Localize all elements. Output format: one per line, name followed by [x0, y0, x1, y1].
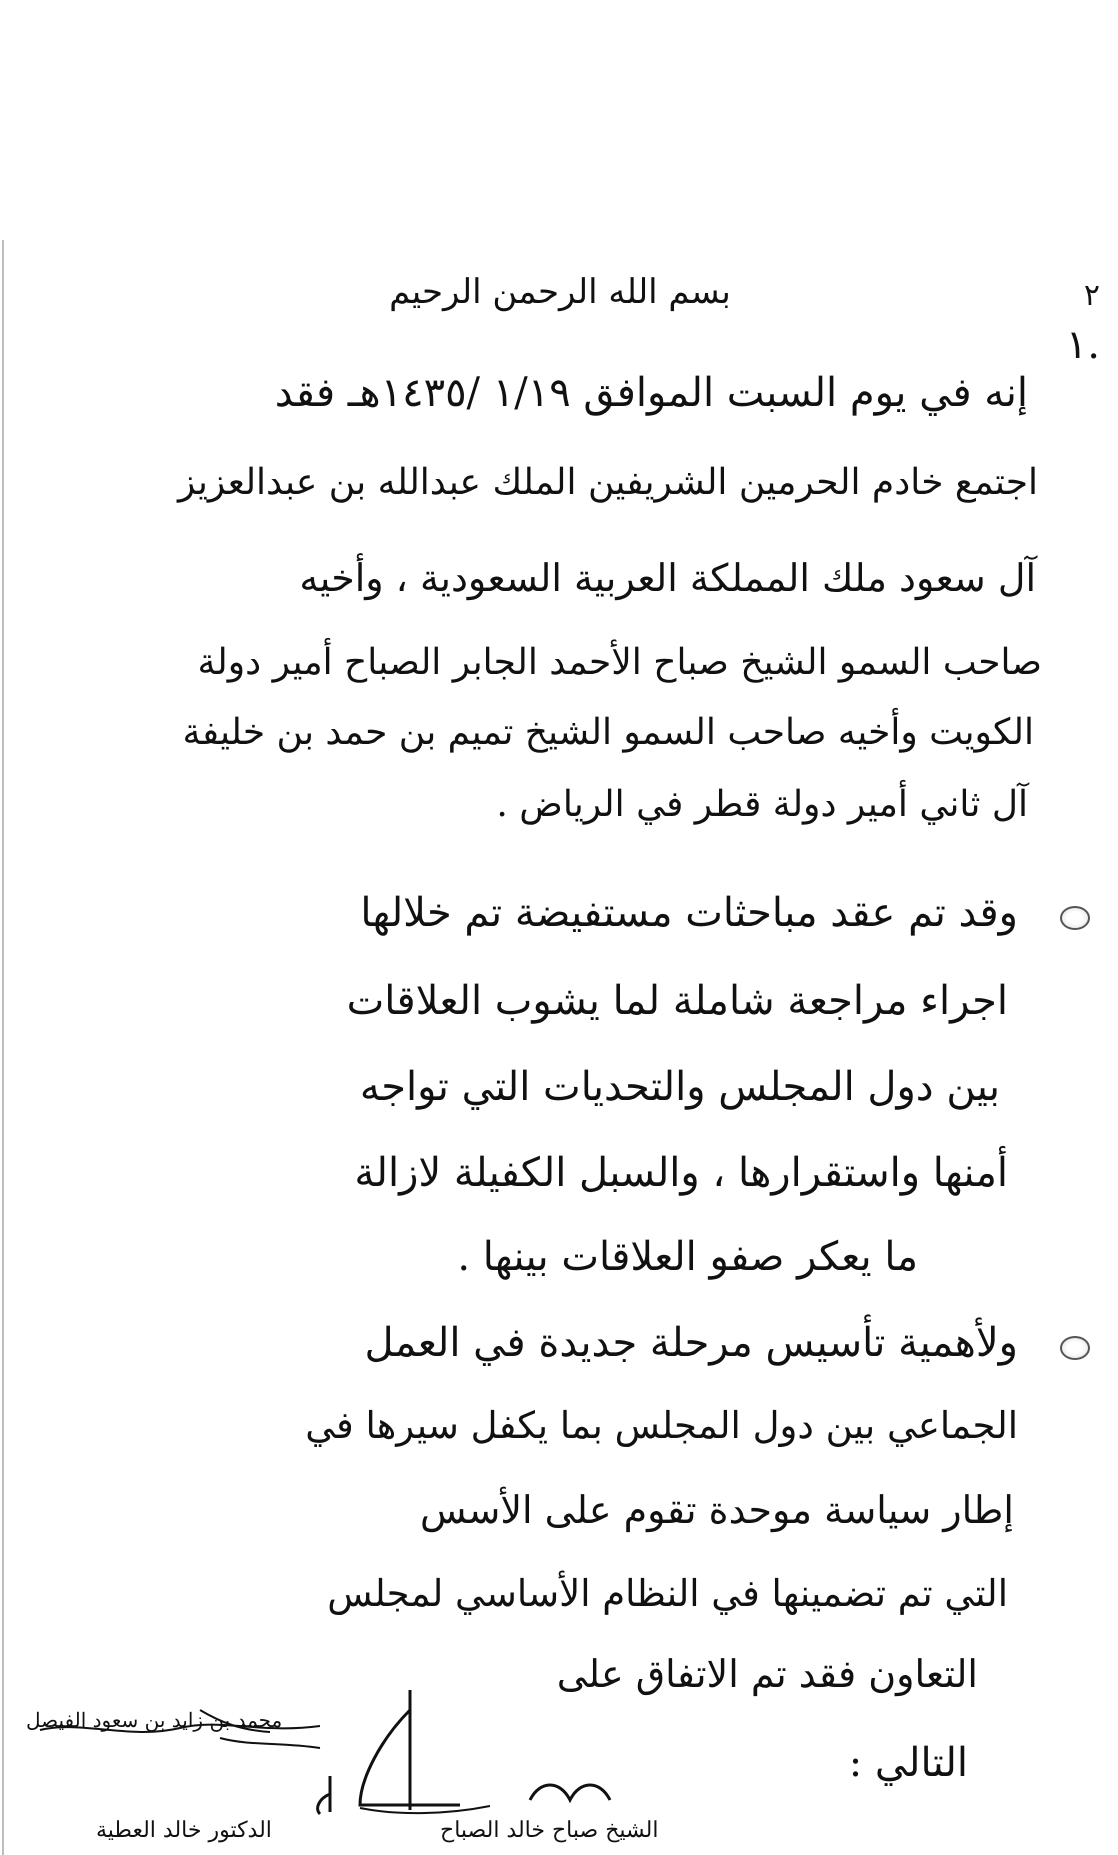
- letter-line-14: إطار سياسة موحدة تقوم على الأسس: [420, 1488, 1014, 1532]
- letter-line-15: التي تم تضمينها في النظام الأساسي لمجلس: [327, 1572, 1008, 1615]
- letter-line-13: الجماعي بين دول المجلس بما يكفل سيرها في: [305, 1404, 1018, 1447]
- signature-scribble-right: [520, 1760, 640, 1820]
- letter-line-8: اجراء مراجعة شاملة لما يشوب العلاقات: [346, 978, 1008, 1024]
- punch-hole-upper: [1060, 906, 1090, 930]
- signature-name-3: الدكتور خالد العطية: [96, 1818, 272, 1843]
- margin-mark-upper: ٢: [1083, 278, 1100, 313]
- letter-line-5: الكويت وأخيه صاحب السمو الشيخ تميم بن حمد بن خليفة: [182, 712, 1034, 753]
- letter-line-3: آل سعود ملك المملكة العربية السعودية ، وأخيه: [299, 556, 1036, 600]
- margin-mark-lower: ١.: [1065, 322, 1100, 368]
- punch-hole-lower: [1060, 1336, 1090, 1360]
- letter-line-16: التعاون فقد تم الاتفاق على: [556, 1652, 978, 1696]
- sheet-left-edge: [2, 240, 4, 1855]
- signature-mark-ta: [290, 1768, 350, 1828]
- basmala: بسم الله الرحمن الرحيم: [389, 272, 731, 312]
- letter-line-9: بين دول المجلس والتحديات التي تواجه: [359, 1064, 1000, 1110]
- letter-line-6: آل ثاني أمير دولة قطر في الرياض .: [496, 784, 1028, 825]
- letter-line-7: وقد تم عقد مباحثات مستفيضة تم خلالها: [360, 890, 1018, 936]
- letter-line-2: اجتمع خادم الحرمين الشريفين الملك عبدالله بن عبدالعزيز: [177, 462, 1038, 503]
- letter-line-11: ما يعكر صفو العلاقات بينها .: [457, 1234, 918, 1280]
- letter-line-17: التالي :: [848, 1740, 968, 1786]
- letter-line-10: أمنها واستقرارها ، والسبل الكفيلة لازالة: [354, 1150, 1008, 1196]
- signature-name-1: محمد بن زايد بن سعود الفيصل: [26, 1708, 283, 1732]
- letter-line-4: صاحب السمو الشيخ صباح الأحمد الجابر الصباح أمير دولة: [197, 642, 1042, 683]
- letter-line-12: ولأهمية تأسيس مرحلة جديدة في العمل: [364, 1320, 1018, 1366]
- letter-line-1: إنه في يوم السبت الموافق ١/١٩ /١٤٣٥هـ فقد: [274, 370, 1028, 416]
- signature-name-2: الشيخ صباح خالد الصباح: [440, 1818, 659, 1843]
